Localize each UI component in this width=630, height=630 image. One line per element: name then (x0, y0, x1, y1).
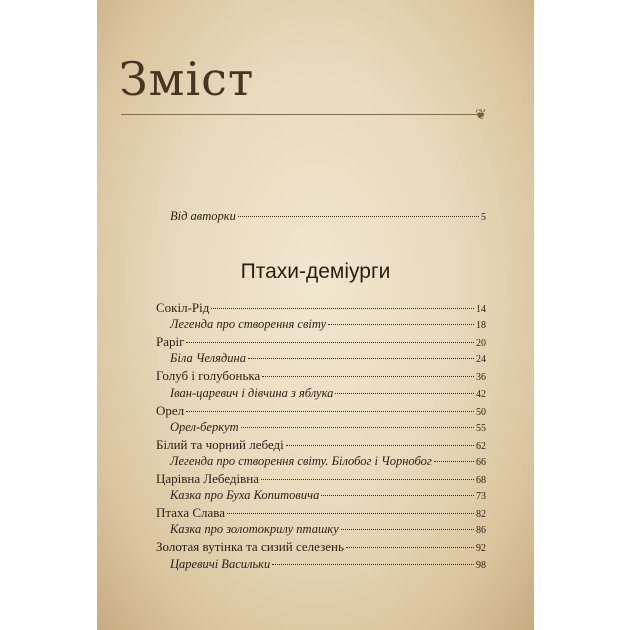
toc-entry[interactable] (156, 403, 486, 419)
leader-dots (272, 564, 474, 565)
toc-entry-page: 20 (476, 338, 486, 350)
toc-entry-page: 73 (476, 491, 486, 503)
toc-entry-label: Голуб і голубонька (156, 368, 261, 384)
toc-entry-page: 68 (476, 475, 486, 486)
toc-entry[interactable] (170, 386, 486, 402)
toc-entry[interactable] (156, 334, 486, 350)
toc-entry-page: 50 (476, 406, 486, 418)
toc-entry-page: 36 (476, 372, 486, 384)
toc-entry[interactable] (156, 505, 486, 521)
toc-entry-page: 62 (476, 440, 486, 452)
leader-dots (227, 513, 474, 514)
toc-entry[interactable] (170, 454, 486, 470)
toc-entry-label: Легенда про створення світу. Білобог і Чорнобог (170, 453, 432, 468)
toc-entry[interactable] (156, 368, 486, 384)
toc-entry-label: Орел-беркут (170, 419, 239, 434)
leader-dots (186, 411, 474, 412)
title-divider (121, 114, 479, 115)
book-page (97, 0, 534, 630)
leader-dots (341, 529, 474, 530)
toc-entry[interactable] (156, 437, 486, 453)
toc-entry-label: Білий та чорний лебеді (156, 436, 284, 452)
toc-entry-label: Сокіл-Рід (156, 300, 210, 315)
page-title: Зміст (119, 52, 255, 106)
toc-entry[interactable] (156, 539, 486, 555)
toc-entry-label: Птаха Слава (156, 505, 226, 521)
toc-entry-label: Легенда про створення світу (170, 317, 327, 332)
section-heading: Птахи-деміурги (240, 260, 391, 283)
toc-entry-intro[interactable] (170, 209, 486, 225)
toc-entry-label: Царевичі Васильки (170, 556, 271, 571)
toc-entry-page: 42 (476, 388, 486, 400)
toc-entry-page: 92 (476, 543, 486, 555)
toc-entry-page: 66 (476, 456, 486, 468)
toc-entry-label: Від авторки (170, 209, 236, 223)
toc-entry[interactable] (156, 471, 486, 487)
leader-dots (241, 427, 474, 428)
toc-entry-page: 24 (476, 354, 486, 366)
leader-dots (238, 216, 479, 217)
leader-dots (248, 358, 474, 359)
leader-dots (321, 495, 474, 496)
leader-dots (346, 547, 474, 548)
toc-entry-page: 14 (476, 304, 486, 315)
toc-entry[interactable] (170, 488, 486, 504)
toc-entry[interactable] (170, 420, 486, 436)
toc-entry-label: Орел (156, 402, 185, 418)
toc-entry-page: 5 (481, 212, 486, 223)
leader-dots (328, 324, 474, 325)
toc-entry[interactable] (170, 317, 486, 333)
toc-entry-page: 18 (476, 320, 486, 332)
toc-entry-page: 98 (476, 559, 486, 571)
flourish-ornament-icon: ❦ (475, 107, 487, 123)
leader-dots (335, 393, 474, 394)
leader-dots (286, 445, 474, 446)
toc-entry-page: 82 (476, 509, 486, 521)
toc-entry-page: 55 (476, 422, 486, 434)
toc-entry-label: Біла Челядина (170, 351, 246, 366)
toc-entry-page: 86 (476, 525, 486, 537)
toc-entry-label: Раріг (156, 334, 185, 350)
toc-entry[interactable] (156, 300, 486, 316)
toc-entry-label: Казка про Буха Копитовича (170, 488, 320, 503)
leader-dots (186, 342, 474, 343)
toc-entry[interactable] (170, 557, 486, 573)
leader-dots (261, 479, 474, 480)
leader-dots (434, 461, 474, 462)
leader-dots (262, 376, 474, 377)
toc-entry-label: Казка про золотокрилу пташку (170, 522, 339, 537)
leader-dots (211, 308, 474, 309)
toc-entry[interactable] (170, 522, 486, 538)
toc-entry-label: Іван-царевич і дівчина з яблука (170, 385, 334, 400)
toc-entry[interactable] (170, 351, 486, 367)
toc-entry-label: Царівна Лебедівна (156, 471, 260, 486)
toc-entry-label: Золотая вутінка та сизий селезень (156, 539, 344, 555)
